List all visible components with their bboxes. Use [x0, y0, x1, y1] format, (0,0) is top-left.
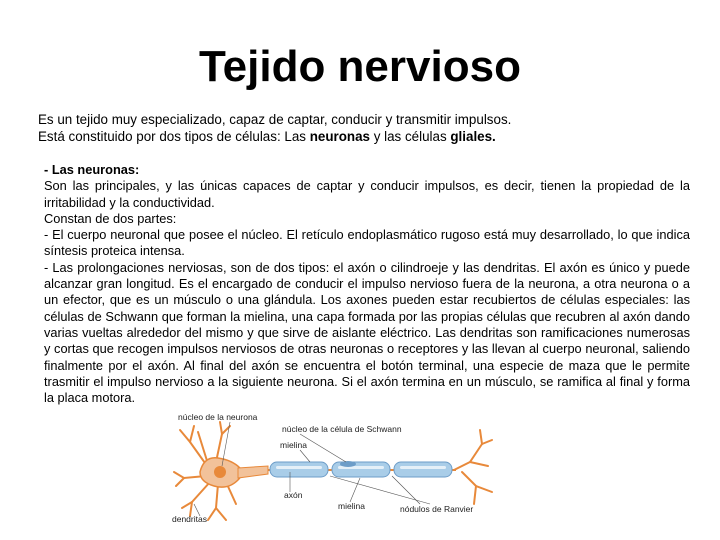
- axon-terminal: [454, 430, 492, 504]
- prolongaciones-paragraph: - Las prolongaciones nerviosas, son de dos tipos: el axón o cilindroeje y las dendritas. El axón es único y puede alcanzar gran longitud. Es el encargado de conducir el impulso nervioso fuera de la neurona, a otra neurona o a un efector, que es un músculo o una glándula. Los axones pueden estar recubiertos de células especiales: las células de Schwann que forman la mielina, una capa formada por las propias células que recubren al axón dando varias vueltas alrededor del mismo y que sirve de aislante eléctrico. Las dendritas son ramificaciones numerosas y cortas que recogen impulsos nerviosos de otras neuronas o receptores y las llevan al cuerpo neuronal, saliendo finalmente por el axón. Al final del axón se encuentra el botón terminal, una especie de maza que le permite trasmitir el impulso nervioso a la siguiente neurona. Si el axón termina en un músculo, se ramifica al final y forma la placa motora.: [44, 259, 690, 406]
- intro-line-2-middle: y las células: [369, 129, 451, 144]
- keyword-neuronas: neuronas: [309, 129, 370, 144]
- label-nucleo-schwann: núcleo de la célula de Schwann: [282, 424, 402, 434]
- neuronas-parts-intro: Constan de dos partes:: [44, 210, 177, 226]
- label-mielina-bottom: mielina: [338, 501, 365, 511]
- intro-line-1: Es un tejido muy especializado, capaz de captar, conducir y transmitir impulsos.: [38, 112, 512, 127]
- neuron-nucleus: [214, 466, 226, 478]
- myelin-sheath: [270, 462, 452, 477]
- intro-line-2-start: Está constituido por dos tipos de células: Las: [38, 129, 310, 144]
- neuron-illustration: [170, 412, 500, 528]
- keyword-gliales: gliales.: [450, 129, 496, 144]
- page-title: Tejido nervioso: [199, 42, 521, 91]
- neuronas-description: Son las principales, y las únicas capaces de captar y conducir impulsos, es decir, tienen la propiedad de la irritabilidad y la conductividad.: [44, 178, 690, 210]
- intro-paragraph: [38, 111, 660, 145]
- label-dendritas: dendritas: [172, 514, 207, 524]
- cuerpo-neuronal-paragraph: - El cuerpo neuronal que posee el núcleo. El retículo endoplasmático rugoso está muy desarrollado, lo que indica síntesis proteica intensa.: [44, 227, 690, 259]
- section-heading: - Las neuronas:: [44, 162, 140, 177]
- label-nucleo-neurona: núcleo de la neurona: [178, 412, 258, 422]
- label-mielina-top: mielina: [280, 440, 307, 450]
- schwann-nucleus: [340, 461, 356, 467]
- label-axon: axón: [284, 490, 303, 500]
- neuronas-section: [44, 162, 690, 406]
- label-nodulos-ranvier: nódulos de Ranvier: [400, 504, 474, 514]
- neuron-diagram: [170, 412, 500, 528]
